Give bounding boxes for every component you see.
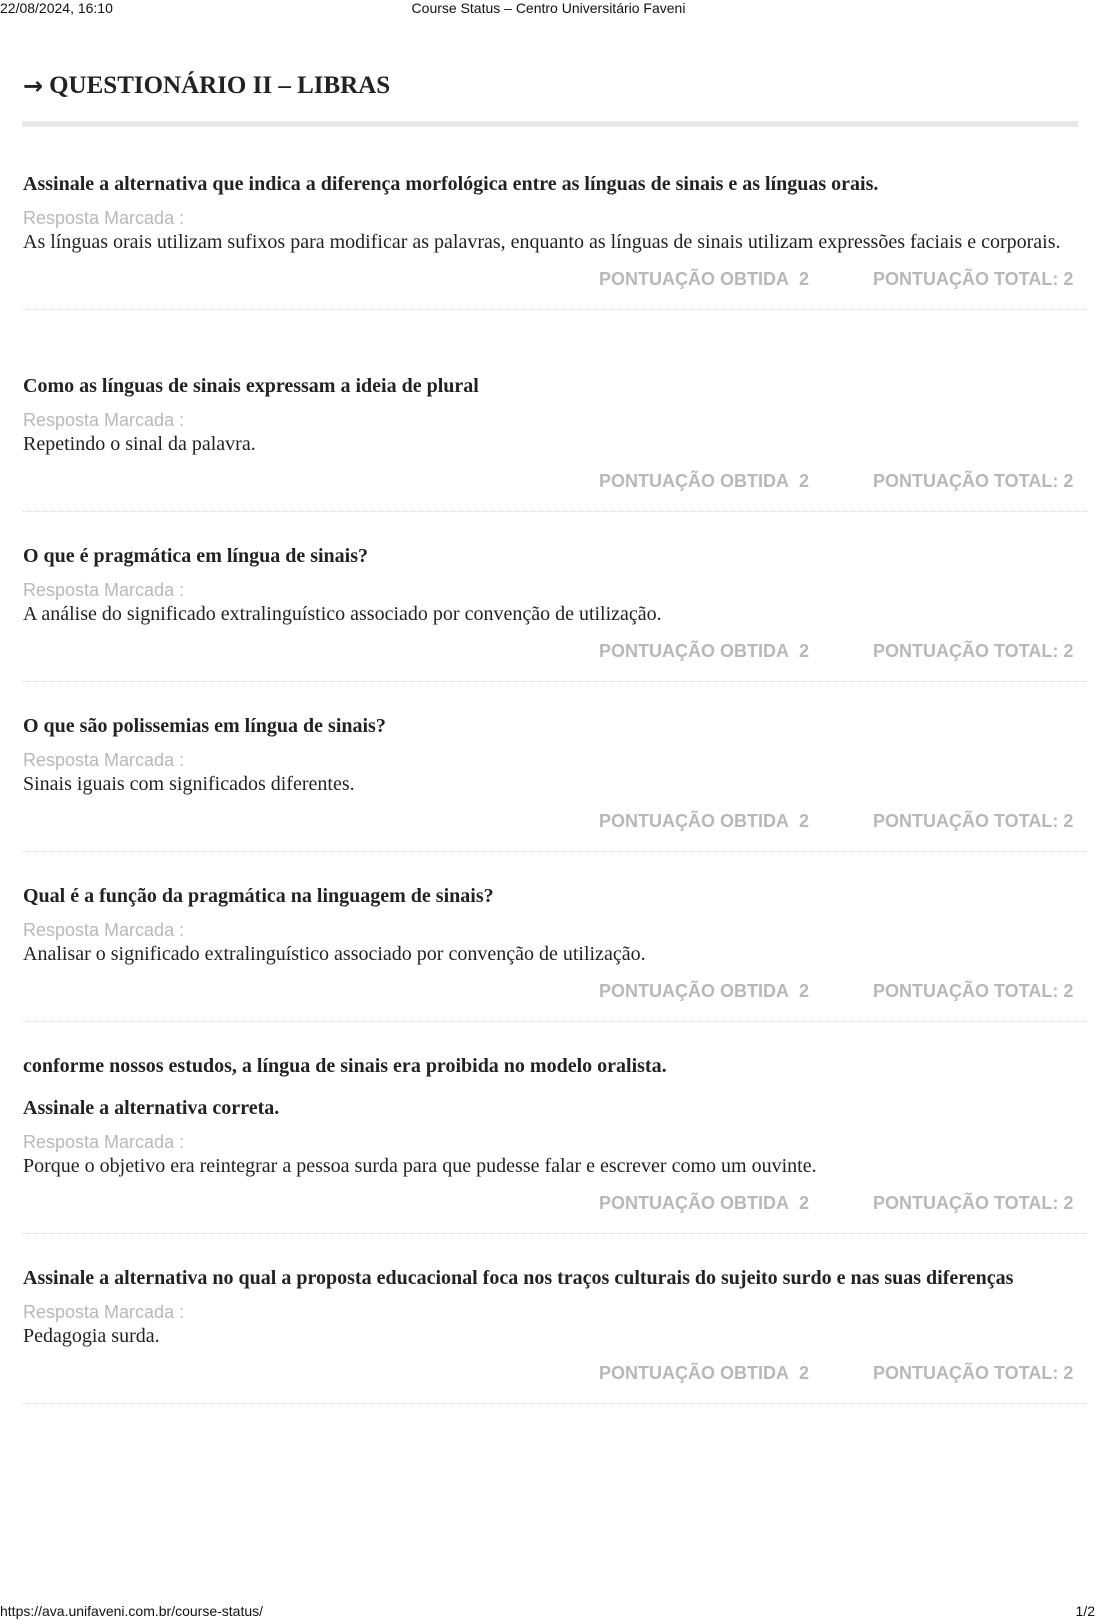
- score-row: [23, 1193, 1088, 1217]
- question-separator: [23, 851, 1088, 852]
- question-separator: [23, 681, 1088, 682]
- question-separator: [23, 1403, 1088, 1404]
- score-total: PONTUAÇÃO TOTAL: 2: [873, 811, 1074, 831]
- answer-text: Analisar o significado extralinguístico associado por convenção de utilização.: [23, 943, 646, 965]
- score-obtained: PONTUAÇÃO OBTIDA 2: [599, 1193, 810, 1213]
- answer-label: Resposta Marcada :: [23, 580, 185, 600]
- answer-label: Resposta Marcada :: [23, 1302, 185, 1322]
- question-text: Como as línguas de sinais expressam a ideia de plural: [23, 375, 479, 397]
- question-separator: [23, 511, 1088, 512]
- print-page-number: 1/2: [1075, 1603, 1095, 1619]
- score-row: [23, 641, 1088, 665]
- question-text: Assinale a alternativa que indica a diferença morfológica entre as línguas de sinais e as línguas orais.: [23, 173, 879, 195]
- question-item: [23, 373, 1088, 512]
- question-separator: [23, 309, 1088, 310]
- score-total: PONTUAÇÃO TOTAL: 2: [873, 1193, 1074, 1213]
- answer-text: As línguas orais utilizam sufixos para modificar as palavras, enquanto as línguas de sinais utilizam expressões faciais e corporais.: [23, 231, 1061, 253]
- arrow-right-icon: →: [23, 72, 44, 100]
- question-item: [23, 883, 1088, 1022]
- score-obtained: PONTUAÇÃO OBTIDA 2: [599, 269, 810, 289]
- answer-text: Pedagogia surda.: [23, 1325, 160, 1347]
- score-total: PONTUAÇÃO TOTAL: 2: [873, 1363, 1074, 1383]
- score-obtained: PONTUAÇÃO OBTIDA 2: [599, 1363, 810, 1383]
- score-obtained: PONTUAÇÃO OBTIDA 2: [599, 981, 810, 1001]
- print-datetime: 22/08/2024, 16:10: [0, 0, 113, 16]
- question-text: O que são polissemias em língua de sinais?: [23, 715, 386, 737]
- score-obtained: PONTUAÇÃO OBTIDA 2: [599, 811, 810, 831]
- answer-label: Resposta Marcada :: [23, 1132, 185, 1152]
- score-row: [23, 981, 1088, 1005]
- question-item: [23, 1265, 1088, 1404]
- page-title: [23, 72, 390, 100]
- print-header: [0, 0, 1097, 20]
- question-text: Assinale a alternativa correta.: [23, 1097, 280, 1119]
- question-separator: [23, 1021, 1088, 1022]
- question-text: O que é pragmática em língua de sinais?: [23, 545, 369, 567]
- score-obtained: PONTUAÇÃO OBTIDA 2: [599, 471, 810, 491]
- answer-label: Resposta Marcada :: [23, 750, 185, 770]
- question-text: Assinale a alternativa no qual a proposta educacional foca nos traços culturais do sujeito surdo e nas suas diferenças: [23, 1267, 1014, 1289]
- score-total: PONTUAÇÃO TOTAL: 2: [873, 269, 1074, 289]
- question-item: [23, 713, 1088, 852]
- print-footer: [0, 1603, 1097, 1623]
- answer-text: Porque o objetivo era reintegrar a pessoa surda para que pudesse falar e escrever como um ouvinte.: [23, 1155, 817, 1177]
- score-row: [23, 811, 1088, 835]
- question-item: [23, 543, 1088, 682]
- page-title-text: QUESTIONÁRIO II – LIBRAS: [49, 72, 391, 99]
- question-separator: [23, 1233, 1088, 1234]
- answer-label: Resposta Marcada :: [23, 410, 185, 430]
- answer-text: Sinais iguais com significados diferentes.: [23, 773, 355, 795]
- answer-label: Resposta Marcada :: [23, 208, 185, 228]
- answer-label: Resposta Marcada :: [23, 920, 185, 940]
- question-text: Qual é a função da pragmática na linguagem de sinais?: [23, 885, 494, 907]
- print-url: https://ava.unifaveni.com.br/course-status/: [0, 1603, 264, 1619]
- answer-text: Repetindo o sinal da palavra.: [23, 433, 256, 455]
- score-row: [23, 471, 1088, 495]
- score-total: PONTUAÇÃO TOTAL: 2: [873, 471, 1074, 491]
- question-item: [23, 1053, 1088, 1234]
- question-text: conforme nossos estudos, a língua de sinais era proibida no modelo oralista.: [23, 1055, 667, 1077]
- score-total: PONTUAÇÃO TOTAL: 2: [873, 641, 1074, 661]
- answer-text: A análise do significado extralinguístico associado por convenção de utilização.: [23, 603, 662, 625]
- score-row: [23, 1363, 1088, 1387]
- print-doc-title: Course Status – Centro Universitário Faveni: [411, 0, 686, 16]
- score-obtained: PONTUAÇÃO OBTIDA 2: [599, 641, 810, 661]
- question-item: [23, 171, 1088, 310]
- score-row: [23, 269, 1088, 293]
- score-total: PONTUAÇÃO TOTAL: 2: [873, 981, 1074, 1001]
- title-divider: [22, 121, 1078, 127]
